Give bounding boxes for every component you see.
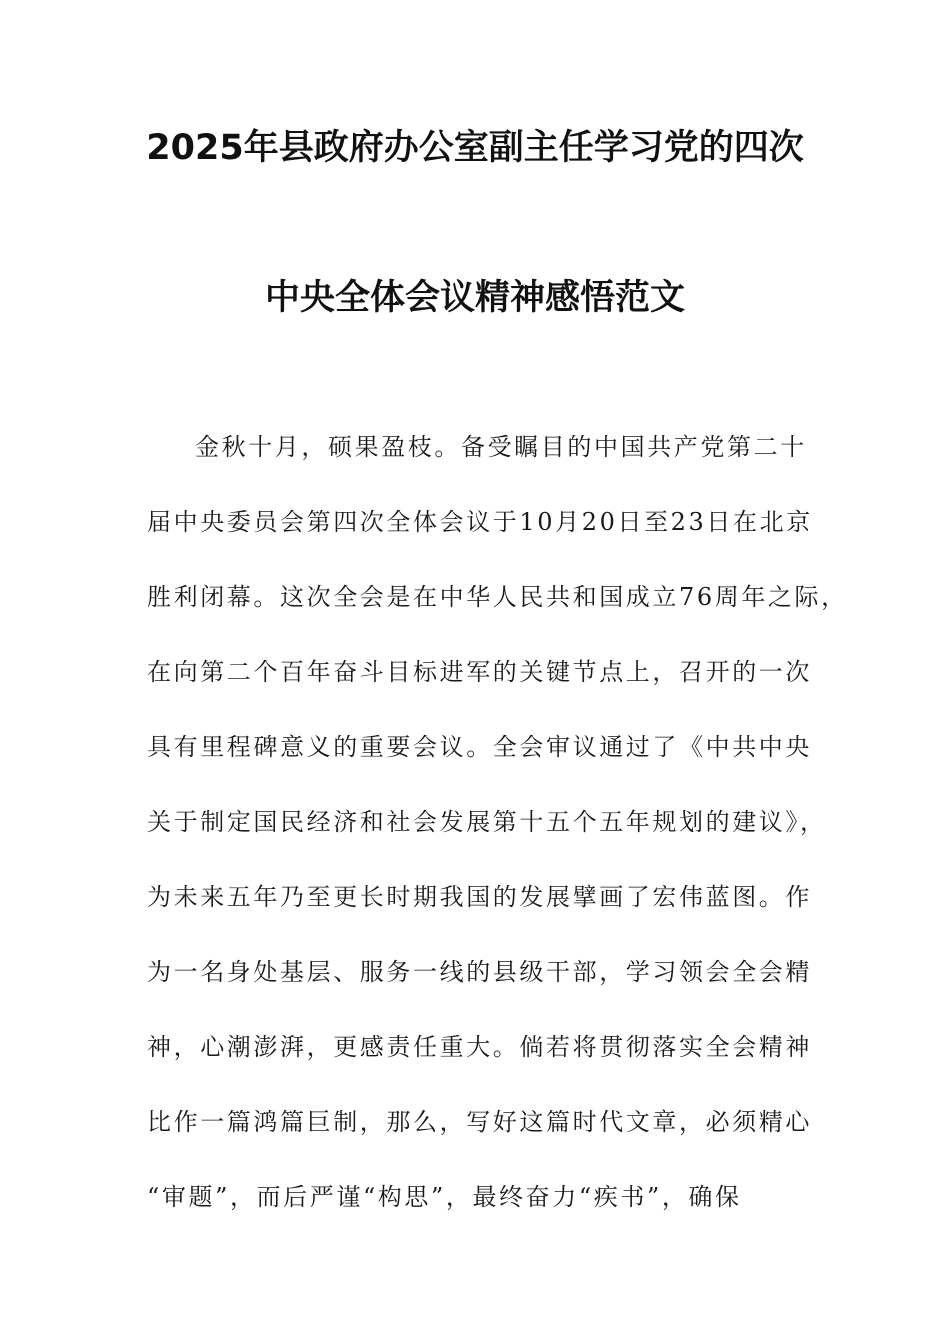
document-title-line-2: 中央全体会议精神感悟范文 (264, 278, 685, 318)
paragraph-line: 关于制定国民经济和社会发展第十五个五年规划的建议》， (147, 808, 827, 836)
paragraph-line: 具有里程碑意义的重要会议。全会审议通过了《中共中央 (147, 733, 812, 761)
paragraph-line: 为一名身处基层、服务一线的县级干部，学习领会全会精 (147, 958, 812, 986)
paragraph-line: 在向第二个百年奋斗目标进军的关键节点上，召开的一次 (147, 658, 812, 686)
paragraph-line: 为未来五年乃至更长时期我国的发展擘画了宏伟蓝图。作 (147, 883, 812, 911)
paragraph-line: 届中央委员会第四次全体会议于10月20日至23日在北京 (147, 508, 813, 536)
paragraph-line: 比作一篇鸿篇巨制，那么，写好这篇时代文章，必须精心 (147, 1108, 812, 1136)
paragraph-line: 胜利闭幕。这次全会是在中华人民共和国成立76周年之际， (147, 583, 848, 611)
document-title-line-1: 2025年县政府办公室副主任学习党的四次 (146, 128, 804, 168)
paragraph-line: “审题”，而后严谨“构思”，最终奋力“疾书”，确保 (147, 1183, 742, 1211)
paragraph-line: 神，心潮澎湃，更感责任重大。倘若将贯彻落实全会精神 (147, 1033, 812, 1061)
paragraph-line: 金秋十月，硕果盈枝。备受瞩目的中国共产党第二十 (195, 433, 807, 461)
